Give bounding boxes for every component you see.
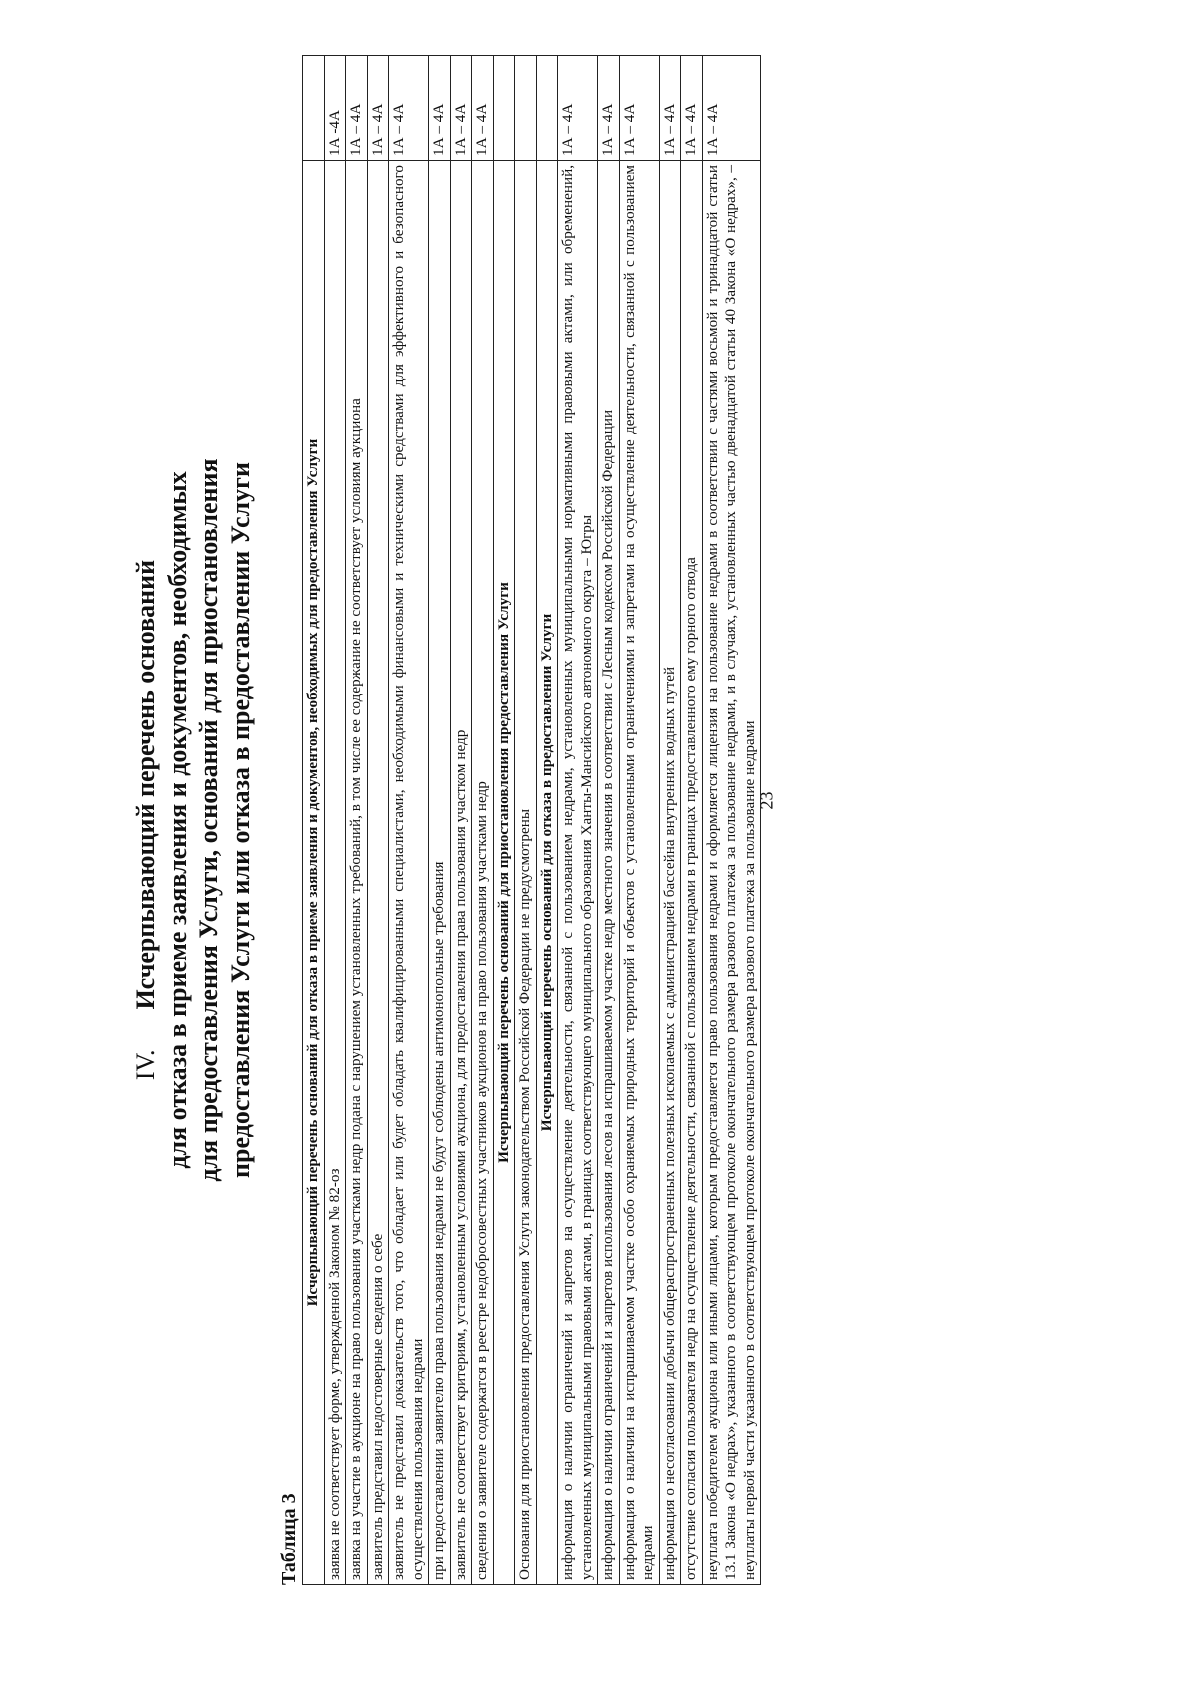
table-section-header xyxy=(536,56,558,1585)
table-row xyxy=(429,56,451,1585)
row-code: 1А – 4А xyxy=(681,56,703,161)
table-row xyxy=(558,56,598,1585)
row-code: 1А – 4А xyxy=(598,56,620,161)
row-code: 1А – 4А xyxy=(450,56,472,161)
heading-line-2: для отказа в приеме заявления и документов, необходимых xyxy=(162,471,192,1169)
row-code: 1А -4А xyxy=(324,56,346,161)
table-row xyxy=(472,56,494,1585)
table-row xyxy=(346,56,368,1585)
row-code: 1А – 4А xyxy=(619,56,659,161)
table-row xyxy=(598,56,620,1585)
row-text: информация о несогласовании добычи общераспространенных полезных ископаемых с администрацией бассейна внутренних водных путей xyxy=(659,161,681,1585)
table-row xyxy=(515,56,537,1585)
table-row xyxy=(659,56,681,1585)
row-text: заявка на участие в аукционе на право пользования участками недр подана с нарушением установленных требований, в том числе ее содержание не соответствует условиям аукциона xyxy=(346,161,368,1585)
heading-line-4: предоставления Услуги или отказа в предоставлении Услуги xyxy=(225,462,255,1178)
section-heading xyxy=(130,55,256,1585)
section-1-title: Исчерпывающий перечень оснований для отказа в приеме заявления и документов, необходимых для предоставления Услуги xyxy=(303,161,325,1585)
row-text: заявка не соответствует форме, утвержденной Законом № 82-оз xyxy=(324,161,346,1585)
row-code: 1А – 4А xyxy=(472,56,494,161)
section-3-title: Исчерпывающий перечень оснований для отказа в предоставлении Услуги xyxy=(536,161,558,1585)
table-section-header xyxy=(303,56,325,1585)
row-code: 1А – 4А xyxy=(702,56,761,161)
heading-line-1: IV.Исчерпывающий перечень оснований xyxy=(131,559,160,1081)
table-row xyxy=(702,56,761,1585)
table-row xyxy=(681,56,703,1585)
table-row xyxy=(367,56,389,1585)
row-text: Основания для приостановления предоставления Услуги законодательством Российской Федерации не предусмотрены xyxy=(515,161,537,1585)
row-text: заявитель не представил доказательств того, что обладает или будет обладать квалифицированными специалистами, необходимыми финансовыми и техническими средствами для эффективного и безопасного осуществления пользования недрами xyxy=(389,161,429,1585)
row-text: отсутствие согласия пользователя недр на осуществление деятельности, связанной с пользованием недрами в границах предоставленного ему горного отвода xyxy=(681,161,703,1585)
row-text: информация о наличии ограничений и запретов использования лесов на испрашиваемом участке недр местного значения в соответствии с Лесным кодексом Российской Федерации xyxy=(598,161,620,1585)
grounds-table xyxy=(302,55,761,1585)
table-row xyxy=(389,56,429,1585)
row-text: заявитель представил недостоверные сведения о себе xyxy=(367,161,389,1585)
rotated-document-content xyxy=(130,55,1060,1585)
row-text: информация о наличии ограничений и запретов на осуществление деятельности, связанной с пользованием недрами, установленных муниципальными нормативными правовыми актами, или обременений, установленных муниципальными правовыми актами, в границах соответствующего муниципального образования Ханты-Мансийского автономного округа – Югры xyxy=(558,161,598,1585)
row-text: при предоставлении заявителю права пользования недрами не будут соблюдены антимонопольные требования xyxy=(429,161,451,1585)
page-number: 23 xyxy=(756,791,777,810)
table-row xyxy=(324,56,346,1585)
row-code: 1А – 4А xyxy=(346,56,368,161)
table-label: Таблица 3 xyxy=(278,1493,300,1585)
section-2-title-code-cell xyxy=(493,56,515,161)
row-code: 1А – 4А xyxy=(429,56,451,161)
row-text: заявитель не соответствует критериям, установленным условиями аукциона, для предоставления права пользования участком недр xyxy=(450,161,472,1585)
heading-line-3: для предоставления Услуги, оснований для приостановления xyxy=(194,458,223,1182)
row-code xyxy=(515,56,537,161)
section-2-title: Исчерпывающий перечень оснований для приостановления предоставления Услуги xyxy=(493,161,515,1585)
table-row xyxy=(619,56,659,1585)
section-1-title-code-cell xyxy=(303,56,325,161)
row-text: информация о наличии на испрашиваемом участке особо охраняемых природных территорий и объектов с установленными ограничениями и запретами на осуществление деятельности, связанной с пользованием недрами xyxy=(619,161,659,1585)
section-number: IV. xyxy=(131,1049,160,1081)
section-3-title-code-cell xyxy=(536,56,558,161)
row-code: 1А – 4А xyxy=(659,56,681,161)
row-text: неуплата победителем аукциона или иными лицами, которым предоставляется право пользования недрами и оформляется лицензия на пользование недрами в соответствии с частями восьмой и тринадцатой статьи 13.1 Закона «О недрах», указанного в соответствующем протоколе окончательного размера разового платежа за пользование недрами, и в случаях, установленных частью двенадцатой статьи 40 Закона «О недрах», – неуплаты первой части указанного в соответствующем протоколе окончательного размера разового платежа за пользование недрами xyxy=(702,161,761,1585)
row-code: 1А – 4А xyxy=(389,56,429,161)
row-text: сведения о заявителе содержатся в реестре недобросовестных участников аукционов на право пользования участками недр xyxy=(472,161,494,1585)
row-code: 1А – 4А xyxy=(367,56,389,161)
table-section-header xyxy=(493,56,515,1585)
table-row xyxy=(450,56,472,1585)
row-code: 1А – 4А xyxy=(558,56,598,161)
